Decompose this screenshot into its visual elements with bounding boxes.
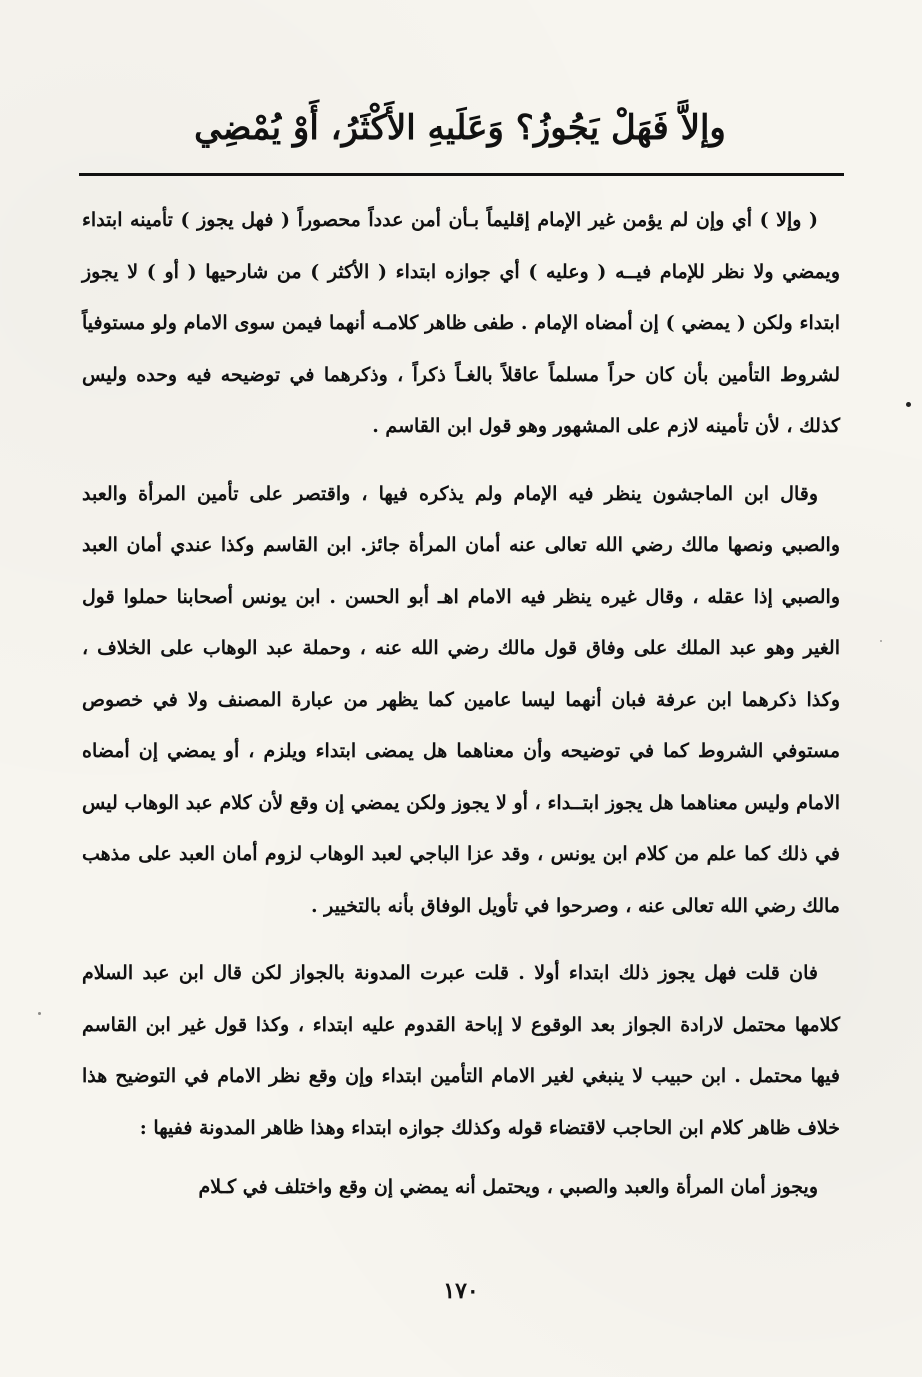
paragraph-2: وقال ابن الماجشون ينظر فيه الإمام ولم يذكره فيها ، واقتصر على تأمين المرأة والعبد والصبي ونصها مالك رضي الله تعالى عنه أمان المرأة جائز. ابن القاسم وكذا عندي أمان العبد والصبي إذا عقله ، وقال غيره ينظر فيه الامام اهـ أبو الحسن . ابن يونس أصحابنا حملوا قول الغير وهو عبد الملك على وفاق قول مالك رضي الله عنه ، وحملة عبد الوهاب على الخلاف ، وكذا ذكرهما ابن عرفة فبان أنهما ليسا عامين كما يظهر من عبارة المصنف ولا في خصوص مستوفي الشروط كما في توضيحه وأن معناهما هل يمضى ابتداء ويلزم ، أو يمضي إن أمضاه الامام وليس معناهما هل يجوز ابتــداء ، أو لا يجوز ولكن يمضي إن وقع لأن كلام عبد الوهاب ليس في ذلك كما علم من كلام ابن يونس ، وقد عزا الباجي لعبد الوهاب لزوم أمان العبد على مذهب مالك رضي الله تعالى عنه ، وصرحوا في تأويل الوفاق بأنه بالتخيير . xyxy=(82,482,840,917)
commentary-body xyxy=(82,195,840,1214)
verse-text: وإلاَّ فَهَلْ يَجُوزُ؟ وَعَلَيهِ الأَكْثَرُ، أَوْ يُمْضِي xyxy=(194,108,726,148)
verse-header xyxy=(80,92,840,172)
ink-speck xyxy=(880,640,882,642)
page-number: ١٧٠ xyxy=(443,1278,479,1304)
paragraph-3: فان قلت فهل يجوز ذلك ابتداء أولا . قلت عبرت المدونة بالجواز لكن قال ابن عبد السلام كلامها محتمل لارادة الجواز بعد الوقوع لا إباحة القدوم عليه ابتداء ، وكذا قول غير ابن القاسم فيها محتمل . ابن حبيب لا ينبغي لغير الامام التأمين ابتداء وإن وقع نظر الامام في التوضيح هذا خلاف ظاهر كلام ابن الحاجب لاقتضاء قوله وكذلك جوازه ابتداء وهذا ظاهر المدونة ففيها : xyxy=(82,962,840,1139)
header-rule xyxy=(79,173,844,176)
ink-speck xyxy=(906,402,911,407)
ink-speck xyxy=(38,1012,41,1015)
paragraph-1: ( وإلا ) أي وإن لم يؤمن غير الإمام إقليماً بـأن أمن عدداً محصوراً ( فهل يجوز ) تأمينه ابتداء ويمضي ولا نظر للإمام فيــه ( وعليه ) أي جوازه ابتداء ( الأكثر ) من شارحيها ( أو ) لا يجوز ابتداء ولكن ( يمضي ) إن أمضاه الإمام . طفى ظاهر كلامـه أنهما فيمن سوى الامام ولو مستوفياً لشروط التأمين بأن كان حراً مسلماً عاقلاً بالغـاً ذكراً ، وذكرهما في توضيحه فيه وحده وليس كذلك ، لأن تأمينه لازم على المشهور وهو قول ابن القاسم . xyxy=(82,209,840,437)
paragraph-4: ويجوز أمان المرأة والعبد والصبي ، ويحتمل أنه يمضي إن وقع واختلف في كـلام xyxy=(198,1176,818,1198)
